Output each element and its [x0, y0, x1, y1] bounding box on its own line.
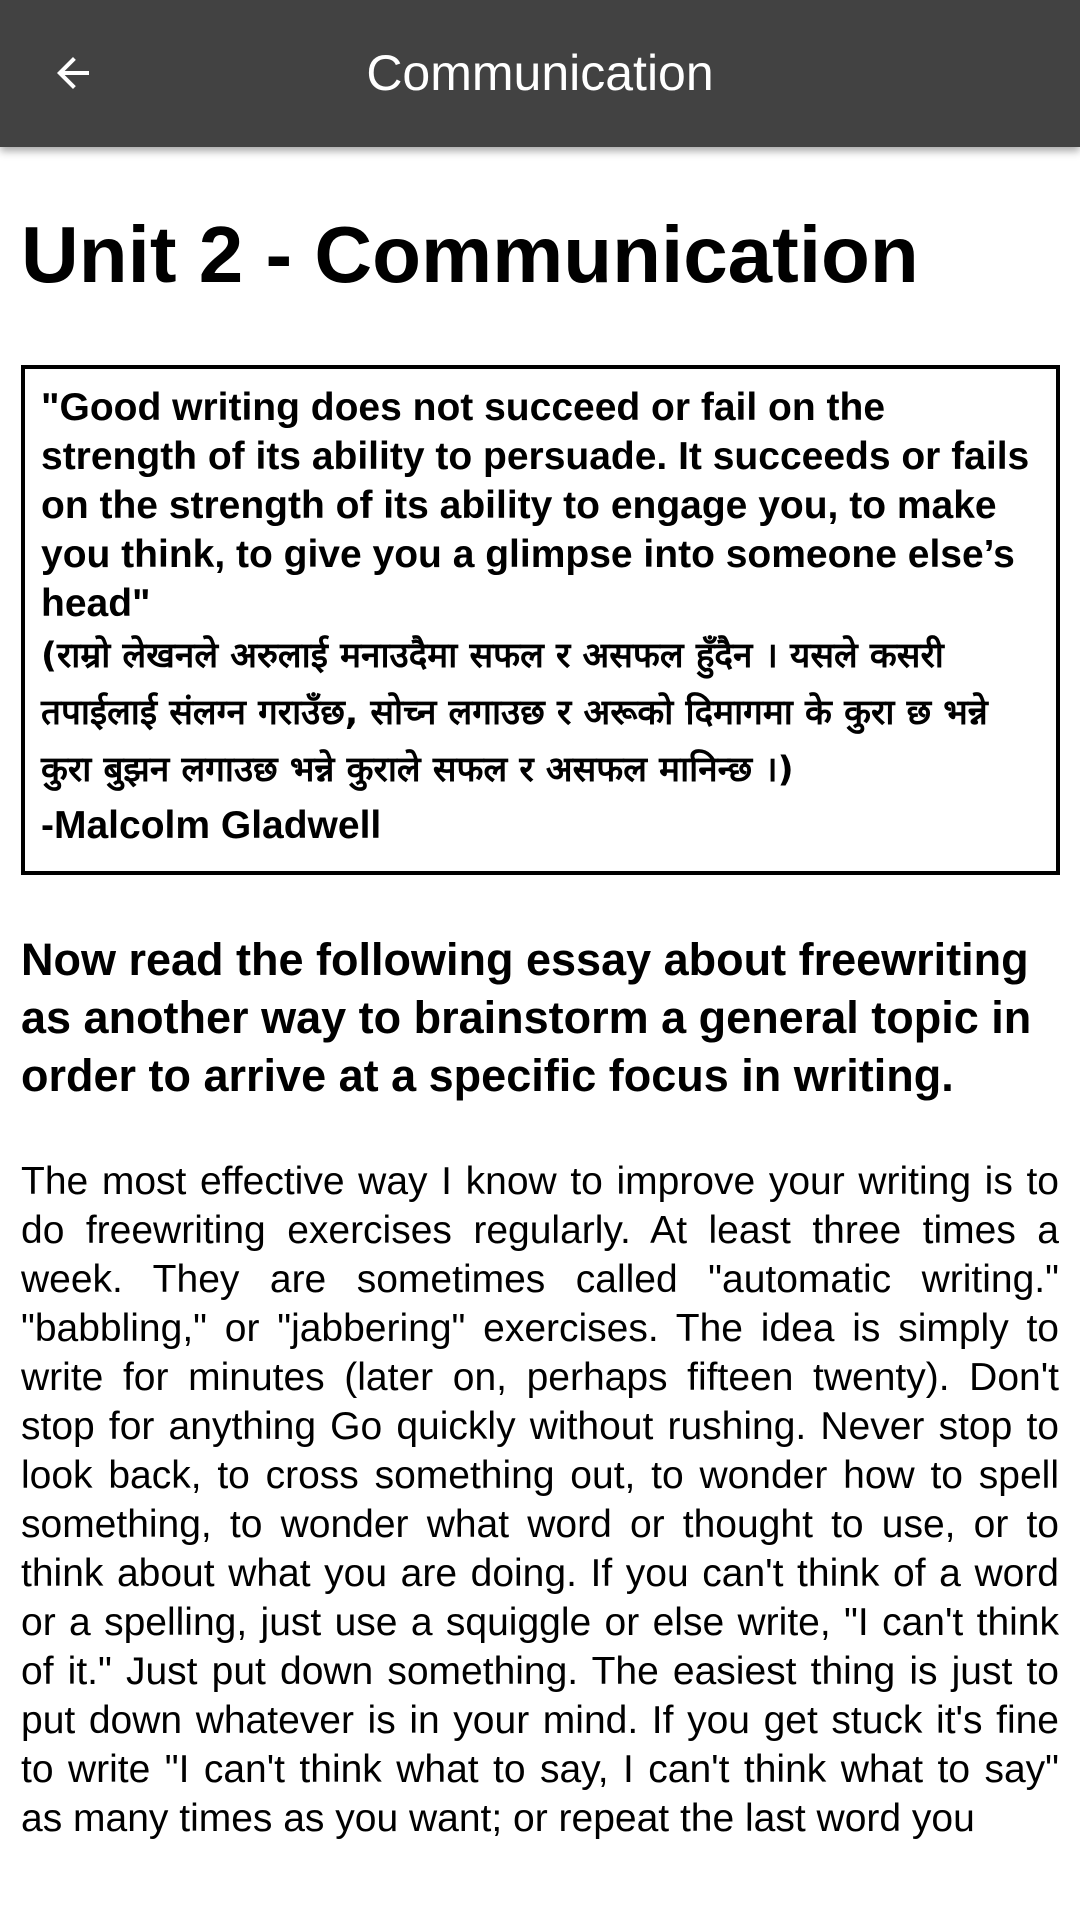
app-bar — [0, 0, 1080, 147]
unit-title: Unit 2 - Communication — [21, 210, 919, 299]
instruction-heading: Now read the following essay about freewriting as another way to brainstorm a general topic in order to arrive at a specific focus in writing. — [21, 934, 1032, 1101]
content-scroll-area[interactable] — [0, 147, 1080, 1920]
essay-paragraph: The most effective way I know to improve your writing is to do freewriting exercises regularly. At least three times a week. They are sometimes called "automatic writing." "babbling," or "jabbering" exercises. The idea is simply to write for minutes (later on, perhaps fifteen twenty). Don't stop for anything Go quickly without rushing. Never stop to look back, to cross something out, to wonder how to spell something, to wonder what word or thought to use, or to think about what you are doing. If you can't think of a word or a spelling, just use a squiggle or else write, "I can't think of it." Just put down something. The easiest thing is just to put down whatever is in your mind. If you get stuck it's fine to write "I can't think what to say, I can't think what to say" as many times as you want; or repeat the last word you — [21, 1160, 1059, 1840]
quote-box — [21, 365, 1060, 875]
app-bar-title: Communication — [366, 45, 714, 101]
quote-english: "Good writing does not succeed or fail on the strength of its ability to persuade. It succeeds or fails on the strength of its ability to engage you, to make you think, to give you a glimpse into someone else’s head" — [41, 386, 1030, 625]
quote-nepali: (राम्रो लेखनले अरुलाई मनाउदैमा सफल र असफल हुँदैन । यसले कसरी तपाईलाई संलग्न गराउँछ, सोच्न लगाउछ र अरूको दिमागमा के कुरा छ भन्ने कुरा बुझन लगाउछ भन्ने कुराले सफल र असफल मानिन्छ ।) — [41, 636, 988, 790]
quote-author: -Malcolm Gladwell — [41, 804, 382, 847]
